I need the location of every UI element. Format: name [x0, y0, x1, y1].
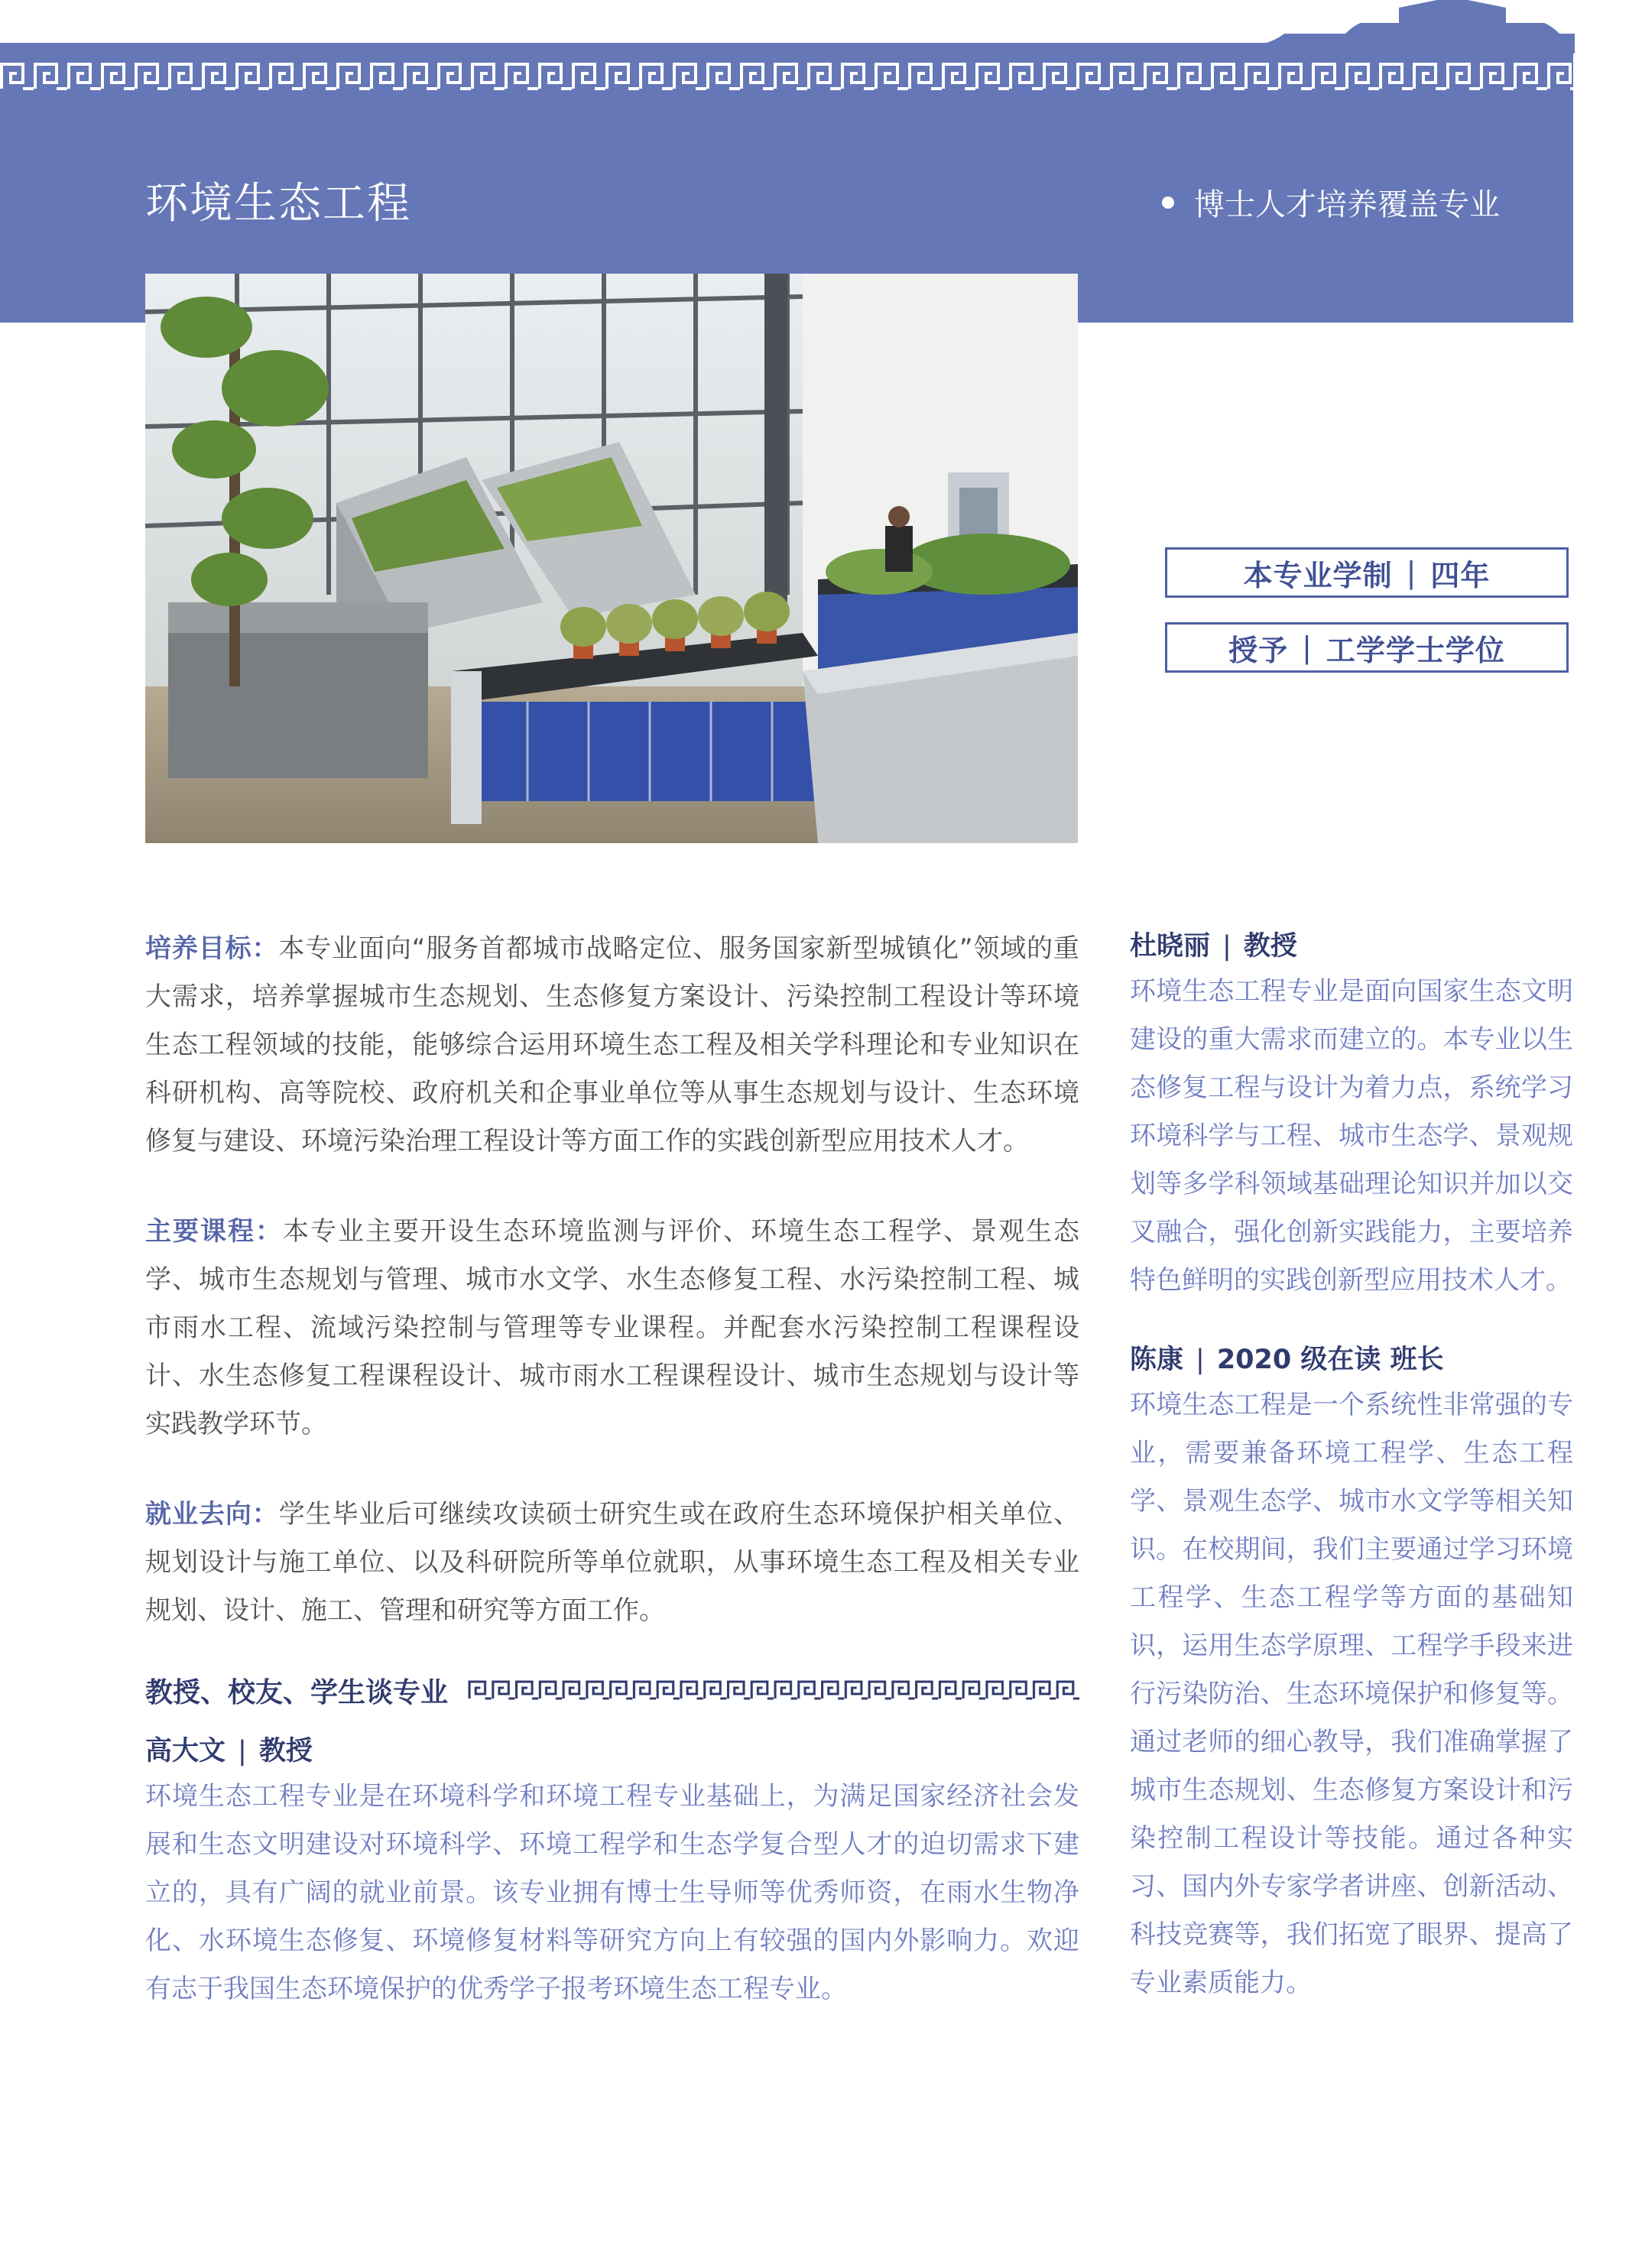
speaker-name-2	[1130, 1338, 1573, 1381]
speaker-0-separator: |	[238, 1736, 247, 1767]
palace-roof-decoration	[1238, 0, 1575, 54]
degree-label: 授予	[1228, 633, 1289, 667]
greek-key-border	[0, 60, 1573, 93]
speaker-1-separator: |	[1222, 931, 1232, 962]
courses-label: 主要课程：	[145, 1216, 283, 1247]
speaker-2-separator: |	[1196, 1345, 1205, 1375]
greenhouse-lab-photo	[145, 274, 1078, 843]
speaker-0-role: 教授	[258, 1736, 313, 1767]
duration-separator: |	[1406, 556, 1417, 589]
duration-label: 本专业学制	[1243, 558, 1393, 592]
speaker-2-role: 2020 级在读 班长	[1216, 1345, 1444, 1375]
career-label: 就业去向：	[145, 1499, 279, 1530]
speaker-0-quote: 环境生态工程专业是在环境科学和环境工程专业基础上，为满足国家经济社会发展和生态文明建设对环境科学、环境工程学和生态学复合型人才的迫切需求下建立的，具有广阔的就业前景。该专业拥有博士生导师等优秀师资，在雨水生物净化、水环境生态修复、环境修复材料等研究方向上有较强的国内外影响力。欢迎有志于我国生态环境保护的优秀学子报考环境生态工程专业。	[145, 1781, 1079, 2004]
speaker-2-name: 陈康	[1130, 1345, 1184, 1375]
photo-illustration	[145, 274, 1078, 843]
career-paragraph	[145, 1491, 1079, 1635]
tagline	[1162, 180, 1500, 224]
talk-heading-text: 教授、校友、学生谈专业	[145, 1676, 449, 1708]
speaker-name-1	[1130, 925, 1573, 968]
main-column	[145, 925, 1079, 2013]
speaker-1-role: 教授	[1243, 931, 1297, 962]
speaker-0-name: 高大文	[145, 1736, 226, 1767]
side-column	[1130, 925, 1573, 2007]
degree-value: 工学学士学位	[1326, 633, 1505, 667]
speaker-2-quote: 环境生态工程是一个系统性非常强的专业，需要兼备环境工程学、生态工程学、景观生态学、城市水文学等相关知识。在校期间，我们主要通过学习环境工程学、生态工程学等方面的基础知识，运用生态学原理、工程学手段来进行污染防治、生态环境保护和修复等。通过老师的细心教导，我们准确掌握了城市生态规划、生态修复方案设计和污染控制工程设计等技能。通过各种实习、国内外专家学者讲座、创新活动、科技竞赛等，我们拓宽了眼界、提高了专业素质能力。	[1130, 1390, 1573, 1998]
bullet-icon	[1162, 196, 1174, 209]
tagline-text: 博士人才培养覆盖专业	[1194, 187, 1500, 222]
courses-paragraph	[145, 1208, 1079, 1449]
talk-section-heading	[145, 1669, 1079, 1712]
speaker-1-name: 杜晓丽	[1130, 931, 1211, 962]
speaker-name-0	[145, 1730, 1079, 1773]
degree-box	[1165, 622, 1569, 673]
page-title: 环境生态工程	[145, 179, 411, 229]
duration-value: 四年	[1430, 558, 1491, 592]
career-text: 学生毕业后可继续攻读硕士研究生或在政府生态环境保护相关单位、规划设计与施工单位、以及科研院所等单位就职，从事环境生态工程及相关专业规划、设计、施工、管理和研究等方面工作。	[145, 1499, 1080, 1626]
goal-text: 本专业面向“服务首都城市战略定位、服务国家新型城镇化”领域的重大需求，培养掌握城市生态规划、生态修复方案设计、污染控制工程设计等环境生态工程领域的技能，能够综合运用环境生态工程及相关学科理论和专业知识在科研机构、高等院校、政府机关和企事业单位等从事生态规划与设计、生态环境修复与建设、环境污染治理工程设计等方面工作的实践创新型应用技术人才。	[145, 933, 1080, 1157]
degree-separator: |	[1302, 631, 1313, 664]
courses-text: 本专业主要开设生态环境监测与评价、环境生态工程学、景观生态学、城市生态规划与管理、城市水文学、水生态修复工程、水污染控制工程、城市雨水工程、流域污染控制与管理等专业课程。并配套水污染控制工程课程设计、水生态修复工程课程设计、城市雨水工程课程设计、城市生态规划与设计等实践教学环节。	[145, 1216, 1079, 1439]
goal-paragraph	[145, 925, 1079, 1166]
goal-label: 培养目标：	[145, 933, 279, 964]
speaker-1-quote: 环境生态工程专业是面向国家生态文明建设的重大需求而建立的。本专业以生态修复工程与设计为着力点，系统学习环境科学与工程、城市生态学、景观规划等多学科领域基础理论知识并加以交叉融合，强化创新实践能力，主要培养特色鲜明的实践创新型应用技术人才。	[1130, 976, 1573, 1296]
greek-key-divider	[468, 1679, 1079, 1702]
duration-box	[1165, 547, 1569, 598]
